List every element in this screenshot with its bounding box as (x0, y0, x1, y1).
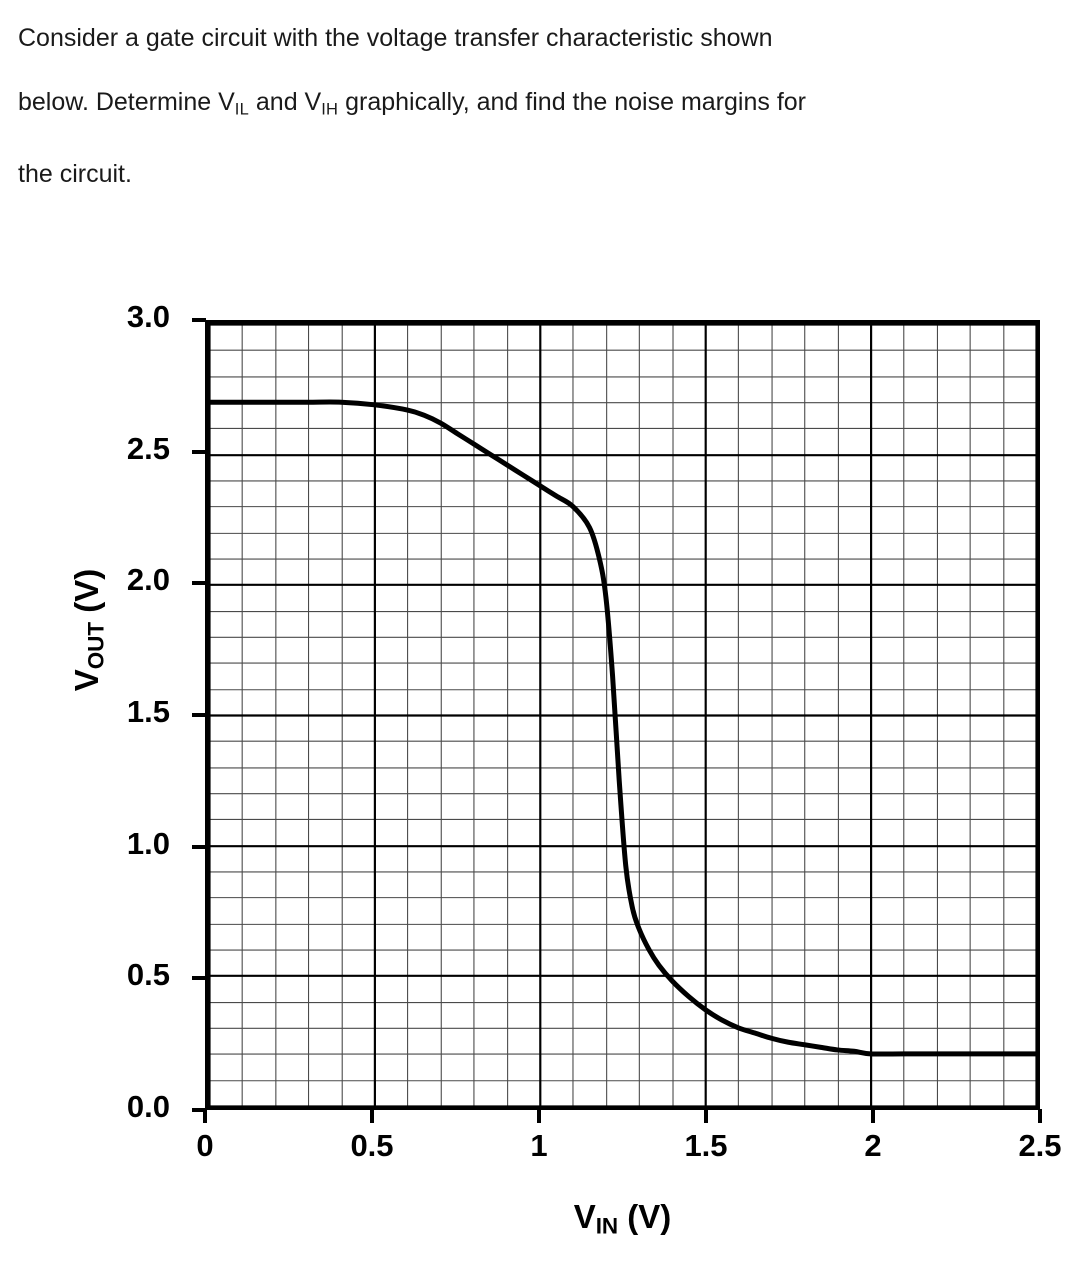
x-axis-tick (871, 1109, 875, 1123)
y-axis-tick-label: 0.5 (126, 957, 170, 993)
y-axis-label-unit: (V) (68, 568, 105, 622)
x-axis-label-unit: (V) (618, 1198, 672, 1235)
problem-line-3 (18, 142, 1063, 206)
problem-line-2 (18, 70, 1063, 142)
x-axis-label-sub: IN (595, 1213, 619, 1239)
y-axis-label (68, 480, 110, 780)
x-axis-tick-label: 1.5 (684, 1128, 728, 1163)
y-axis-label-main: V (68, 669, 105, 692)
x-axis-tick (370, 1109, 374, 1123)
y-axis-tick-label: 3.0 (126, 299, 170, 334)
problem-line-2-part-c: graphically, and find the noise margins for (338, 88, 806, 116)
vtc-curve (209, 324, 1036, 1106)
vil-subscript: IL (234, 100, 249, 119)
x-axis-tick-label: 0.5 (350, 1128, 394, 1163)
x-axis-tick (704, 1109, 708, 1123)
problem-line-2-part-a: below. Determine V (18, 88, 235, 116)
y-axis-tick (192, 318, 206, 322)
plot-area (205, 320, 1040, 1110)
vtc-figure (0, 250, 1078, 1278)
y-axis-tick (192, 581, 206, 585)
y-axis-tick-label: 2.5 (126, 430, 170, 466)
x-axis-tick-label: 1 (530, 1128, 548, 1163)
y-axis-tick (192, 450, 206, 454)
problem-line-1-text: Consider a gate circuit with the voltage transfer characteristic shown (18, 24, 773, 52)
problem-statement (18, 6, 1063, 206)
y-axis-tick-label: 1.5 (126, 694, 170, 729)
problem-line-3-text: the circuit. (18, 159, 132, 188)
y-axis-tick (192, 713, 206, 717)
y-axis-tick-label: 0.0 (126, 1089, 170, 1124)
y-axis-tick (192, 845, 206, 849)
y-axis-tick (192, 976, 206, 980)
vih-subscript: IH (321, 100, 339, 119)
x-axis-tick-label: 2.5 (1018, 1128, 1062, 1163)
x-axis-tick-label: 0 (196, 1128, 214, 1163)
x-axis-tick (203, 1109, 207, 1123)
y-axis-tick-label: 2.0 (126, 562, 170, 598)
x-axis-label-main: V (573, 1198, 596, 1235)
x-axis-label (205, 1198, 1040, 1240)
problem-line-2-part-b: and V (248, 88, 322, 116)
y-axis-tick-label: 1.0 (126, 825, 170, 861)
problem-line-1 (18, 6, 1063, 70)
x-axis-tick (1038, 1109, 1042, 1123)
y-axis-label-sub: OUT (83, 621, 109, 670)
x-axis-tick (537, 1109, 541, 1123)
x-axis-tick-label: 2 (864, 1128, 882, 1163)
